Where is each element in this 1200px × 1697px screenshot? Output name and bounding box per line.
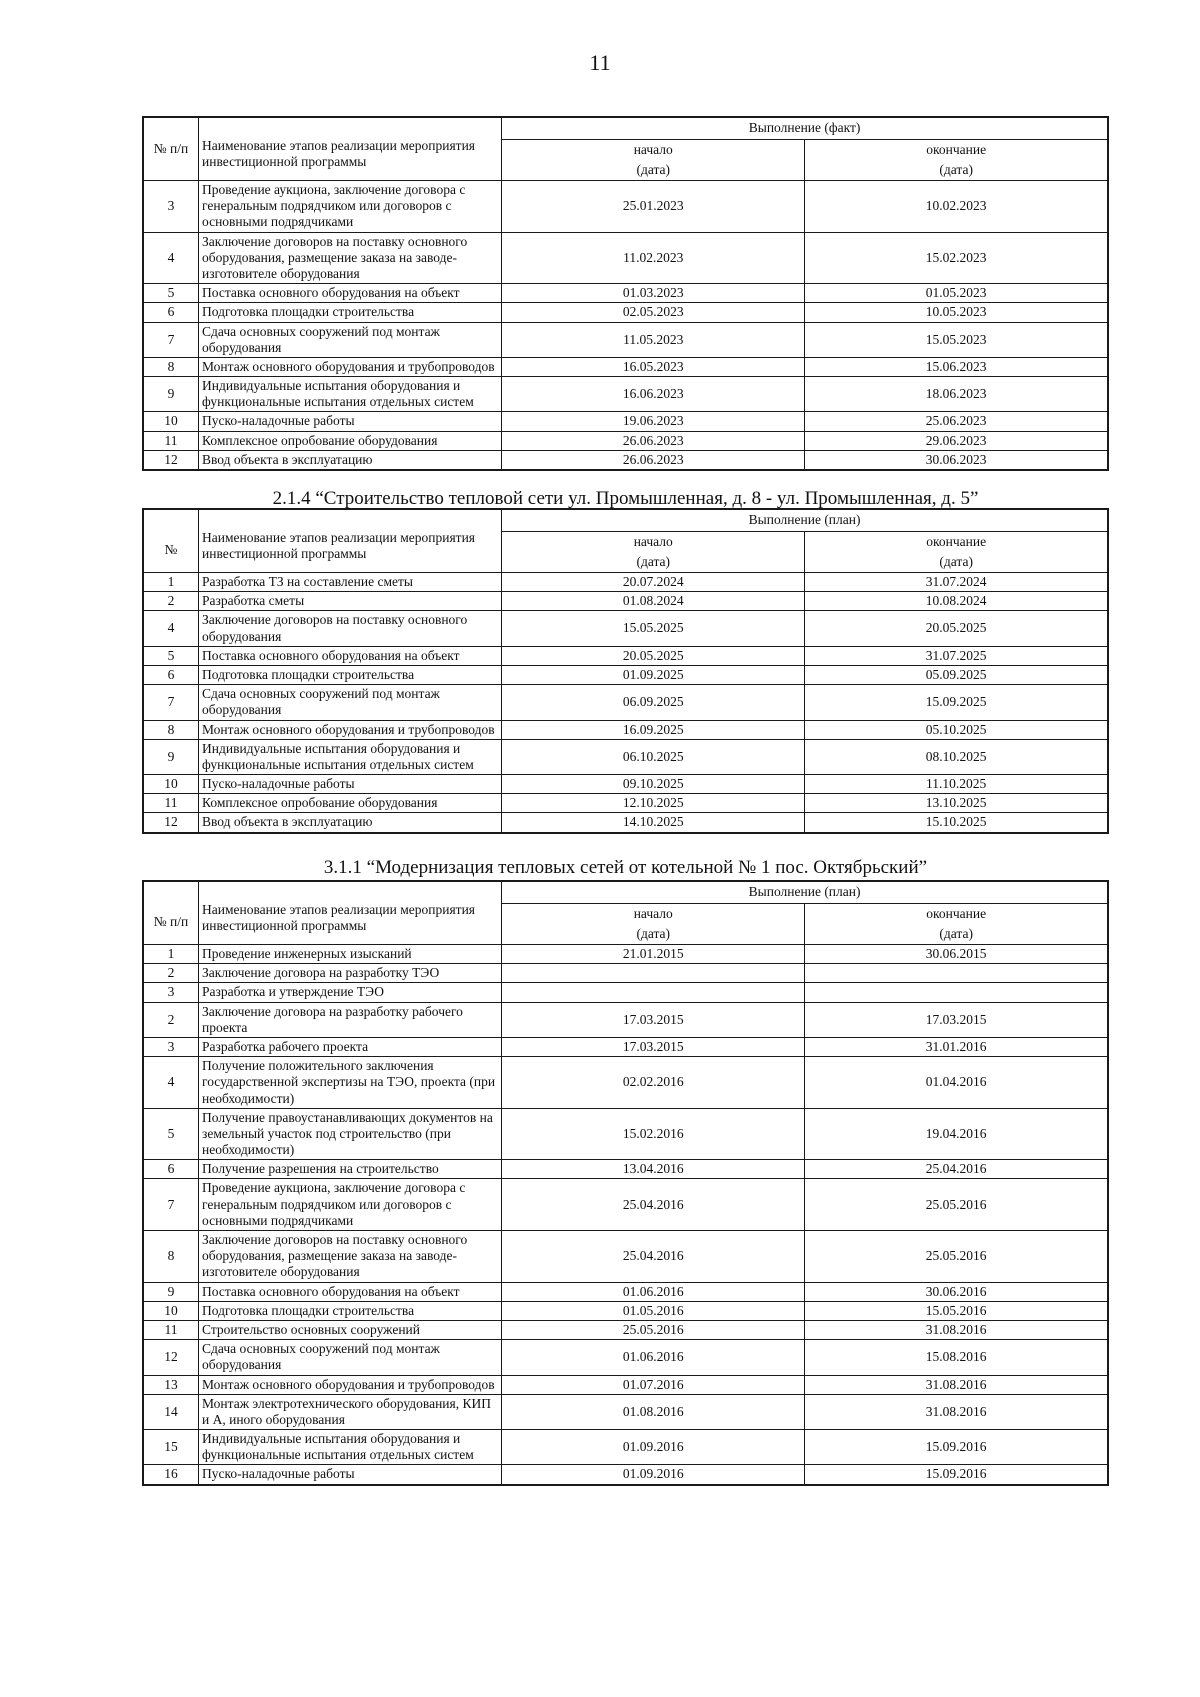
row-end-date: 31.01.2016 xyxy=(805,1037,1108,1056)
row-stage-name: Поставка основного оборудования на объект xyxy=(199,284,502,303)
table-row xyxy=(143,1301,1108,1320)
row-stage-name: Комплексное опробование оборудования xyxy=(199,794,502,813)
table-row xyxy=(143,1375,1108,1394)
row-number: 8 xyxy=(143,720,199,739)
header-plan: Выполнение (план) xyxy=(502,881,1108,904)
table-row xyxy=(143,357,1108,376)
row-number: 4 xyxy=(143,1057,199,1109)
header-end: окончание xyxy=(805,140,1108,161)
row-start-date: 20.07.2024 xyxy=(502,573,805,592)
row-stage-name: Подготовка площадки строительства xyxy=(199,1301,502,1320)
row-number: 6 xyxy=(143,1160,199,1179)
row-stage-name: Получение разрешения на строительство xyxy=(199,1160,502,1179)
row-stage-name: Получение правоустанавливающих документов на земельный участок под строительство (при необходимости) xyxy=(199,1108,502,1160)
header-start-date: (дата) xyxy=(502,552,805,573)
header-end: окончание xyxy=(805,532,1108,553)
row-start-date: 12.10.2025 xyxy=(502,794,805,813)
row-start-date: 25.04.2016 xyxy=(502,1231,805,1283)
row-end-date: 31.08.2016 xyxy=(805,1394,1108,1429)
row-end-date: 15.08.2016 xyxy=(805,1340,1108,1375)
row-number: 11 xyxy=(143,431,199,450)
table-row xyxy=(143,1282,1108,1301)
row-stage-name: Разработка ТЗ на составление сметы xyxy=(199,573,502,592)
row-start-date: 11.02.2023 xyxy=(502,232,805,284)
row-stage-name: Индивидуальные испытания оборудования и функциональные испытания отдельных систем xyxy=(199,739,502,774)
table-row xyxy=(143,813,1108,833)
row-end-date: 10.05.2023 xyxy=(805,303,1108,322)
row-end-date: 31.08.2016 xyxy=(805,1375,1108,1394)
header-start-date: (дата) xyxy=(502,924,805,945)
table-row xyxy=(143,303,1108,322)
table-row xyxy=(143,1160,1108,1179)
row-start-date: 01.07.2016 xyxy=(502,1375,805,1394)
row-start-date: 15.02.2016 xyxy=(502,1108,805,1160)
row-end-date: 31.07.2025 xyxy=(805,646,1108,665)
header-num: № xyxy=(143,509,199,573)
row-start-date: 19.06.2023 xyxy=(502,412,805,431)
row-start-date: 16.05.2023 xyxy=(502,357,805,376)
table-row xyxy=(143,592,1108,611)
row-stage-name: Подготовка площадки строительства xyxy=(199,303,502,322)
row-stage-name: Комплексное опробование оборудования xyxy=(199,431,502,450)
table-row xyxy=(143,983,1108,1002)
row-end-date: 15.09.2016 xyxy=(805,1430,1108,1465)
table-row xyxy=(143,1465,1108,1485)
header-plan: Выполнение (план) xyxy=(502,509,1108,532)
row-number: 10 xyxy=(143,1301,199,1320)
header-num: № п/п xyxy=(143,881,199,945)
row-number: 7 xyxy=(143,322,199,357)
row-number: 16 xyxy=(143,1465,199,1485)
table-row xyxy=(143,646,1108,665)
table-row xyxy=(143,450,1108,470)
row-stage-name: Пуско-наладочные работы xyxy=(199,1465,502,1485)
row-end-date: 25.05.2016 xyxy=(805,1179,1108,1231)
row-stage-name: Заключение договоров на поставку основного оборудования, размещение заказа на заводе-изготовителе оборудования xyxy=(199,232,502,284)
row-start-date: 25.05.2016 xyxy=(502,1320,805,1339)
row-end-date: 01.04.2016 xyxy=(805,1057,1108,1109)
header-end: окончание xyxy=(805,904,1108,925)
row-stage-name: Проведение аукциона, заключение договора с генеральным подрядчиком или договоров с основными подрядчиками xyxy=(199,181,502,233)
row-number: 11 xyxy=(143,794,199,813)
row-stage-name: Ввод объекта в эксплуатацию xyxy=(199,450,502,470)
row-stage-name: Сдача основных сооружений под монтаж оборудования xyxy=(199,685,502,720)
row-end-date: 30.06.2015 xyxy=(805,945,1108,964)
row-number: 3 xyxy=(143,983,199,1002)
row-end-date: 01.05.2023 xyxy=(805,284,1108,303)
row-stage-name: Получение положительного заключения государственной экспертизы на ТЭО, проекта (при необходимости) xyxy=(199,1057,502,1109)
row-number: 5 xyxy=(143,1108,199,1160)
table-row xyxy=(143,611,1108,646)
row-end-date: 17.03.2015 xyxy=(805,1002,1108,1037)
row-number: 10 xyxy=(143,775,199,794)
row-number: 5 xyxy=(143,646,199,665)
row-start-date: 01.06.2016 xyxy=(502,1340,805,1375)
row-end-date: 25.05.2016 xyxy=(805,1231,1108,1283)
header-start: начало xyxy=(502,532,805,553)
row-end-date: 15.09.2025 xyxy=(805,685,1108,720)
row-end-date: 11.10.2025 xyxy=(805,775,1108,794)
schedule-table-fact xyxy=(142,116,1109,471)
row-start-date: 01.05.2016 xyxy=(502,1301,805,1320)
row-start-date: 01.09.2016 xyxy=(502,1430,805,1465)
row-start-date: 01.08.2024 xyxy=(502,592,805,611)
header-start-date: (дата) xyxy=(502,160,805,181)
row-start-date: 06.10.2025 xyxy=(502,739,805,774)
row-stage-name: Строительство основных сооружений xyxy=(199,1320,502,1339)
row-stage-name: Монтаж электротехнического оборудования, КИП и А, иного оборудования xyxy=(199,1394,502,1429)
row-end-date: 18.06.2023 xyxy=(805,377,1108,412)
row-start-date xyxy=(502,983,805,1002)
header-end-date: (дата) xyxy=(805,552,1108,573)
row-number: 7 xyxy=(143,1179,199,1231)
row-end-date: 15.06.2023 xyxy=(805,357,1108,376)
row-start-date: 01.03.2023 xyxy=(502,284,805,303)
row-start-date: 09.10.2025 xyxy=(502,775,805,794)
table-row xyxy=(143,1108,1108,1160)
row-start-date: 01.06.2016 xyxy=(502,1282,805,1301)
table-row xyxy=(143,284,1108,303)
header-end-date: (дата) xyxy=(805,160,1108,181)
row-start-date xyxy=(502,964,805,983)
row-number: 13 xyxy=(143,1375,199,1394)
row-start-date: 17.03.2015 xyxy=(502,1002,805,1037)
row-number: 12 xyxy=(143,1340,199,1375)
row-start-date: 26.06.2023 xyxy=(502,431,805,450)
row-start-date: 16.06.2023 xyxy=(502,377,805,412)
row-stage-name: Заключение договора на разработку ТЭО xyxy=(199,964,502,983)
table-row xyxy=(143,573,1108,592)
row-end-date: 15.10.2025 xyxy=(805,813,1108,833)
row-number: 1 xyxy=(143,573,199,592)
row-stage-name: Поставка основного оборудования на объект xyxy=(199,1282,502,1301)
page-number: 11 xyxy=(589,50,611,75)
row-start-date: 01.09.2016 xyxy=(502,1465,805,1485)
row-stage-name: Проведение аукциона, заключение договора с генеральным подрядчиком или договоров с основными подрядчиками xyxy=(199,1179,502,1231)
table-row xyxy=(143,322,1108,357)
row-stage-name: Сдача основных сооружений под монтаж оборудования xyxy=(199,322,502,357)
row-stage-name: Проведение инженерных изысканий xyxy=(199,945,502,964)
row-start-date: 11.05.2023 xyxy=(502,322,805,357)
table-row xyxy=(143,685,1108,720)
row-end-date: 15.05.2023 xyxy=(805,322,1108,357)
row-number: 2 xyxy=(143,592,199,611)
row-stage-name: Заключение договоров на поставку основного оборудования, размещение заказа на заводе-изготовителе оборудования xyxy=(199,1231,502,1283)
table-row xyxy=(143,794,1108,813)
row-number: 5 xyxy=(143,284,199,303)
header-start: начало xyxy=(502,140,805,161)
row-number: 15 xyxy=(143,1430,199,1465)
row-stage-name: Монтаж основного оборудования и трубопроводов xyxy=(199,720,502,739)
row-start-date: 25.01.2023 xyxy=(502,181,805,233)
row-number: 12 xyxy=(143,813,199,833)
row-end-date: 15.05.2016 xyxy=(805,1301,1108,1320)
row-end-date: 15.09.2016 xyxy=(805,1465,1108,1485)
row-number: 6 xyxy=(143,303,199,322)
row-number: 8 xyxy=(143,1231,199,1283)
row-number: 14 xyxy=(143,1394,199,1429)
row-stage-name: Разработка и утверждение ТЭО xyxy=(199,983,502,1002)
row-end-date: 13.10.2025 xyxy=(805,794,1108,813)
row-number: 1 xyxy=(143,945,199,964)
header-start: начало xyxy=(502,904,805,925)
row-end-date xyxy=(805,964,1108,983)
row-number: 9 xyxy=(143,739,199,774)
table-row xyxy=(143,1394,1108,1429)
row-start-date: 01.09.2025 xyxy=(502,665,805,684)
table-row xyxy=(143,1320,1108,1339)
row-end-date: 29.06.2023 xyxy=(805,431,1108,450)
row-start-date: 26.06.2023 xyxy=(502,450,805,470)
row-number: 11 xyxy=(143,1320,199,1339)
table-row xyxy=(143,431,1108,450)
row-end-date: 10.02.2023 xyxy=(805,181,1108,233)
row-start-date: 02.05.2023 xyxy=(502,303,805,322)
schedule-table-3-1-1 xyxy=(142,880,1109,1486)
table-row xyxy=(143,775,1108,794)
row-stage-name: Пуско-наладочные работы xyxy=(199,412,502,431)
row-end-date: 20.05.2025 xyxy=(805,611,1108,646)
row-start-date: 15.05.2025 xyxy=(502,611,805,646)
row-number: 6 xyxy=(143,665,199,684)
row-end-date: 25.06.2023 xyxy=(805,412,1108,431)
table-row xyxy=(143,412,1108,431)
row-start-date: 21.01.2015 xyxy=(502,945,805,964)
table-row xyxy=(143,181,1108,233)
row-stage-name: Подготовка площадки строительства xyxy=(199,665,502,684)
row-start-date: 06.09.2025 xyxy=(502,685,805,720)
row-end-date xyxy=(805,983,1108,1002)
header-name: Наименование этапов реализации мероприятия инвестиционной программы xyxy=(199,881,502,945)
row-end-date: 31.07.2024 xyxy=(805,573,1108,592)
row-start-date: 01.08.2016 xyxy=(502,1394,805,1429)
table-row xyxy=(143,739,1108,774)
row-end-date: 05.10.2025 xyxy=(805,720,1108,739)
row-end-date: 05.09.2025 xyxy=(805,665,1108,684)
table-row xyxy=(143,232,1108,284)
row-start-date: 02.02.2016 xyxy=(502,1057,805,1109)
row-stage-name: Поставка основного оборудования на объект xyxy=(199,646,502,665)
row-number: 4 xyxy=(143,232,199,284)
row-stage-name: Разработка рабочего проекта xyxy=(199,1037,502,1056)
table-row xyxy=(143,377,1108,412)
row-stage-name: Заключение договора на разработку рабочего проекта xyxy=(199,1002,502,1037)
row-end-date: 10.08.2024 xyxy=(805,592,1108,611)
table-row xyxy=(143,1179,1108,1231)
row-number: 12 xyxy=(143,450,199,470)
row-stage-name: Монтаж основного оборудования и трубопроводов xyxy=(199,357,502,376)
header-num: № п/п xyxy=(143,117,199,181)
row-stage-name: Пуско-наладочные работы xyxy=(199,775,502,794)
row-number: 9 xyxy=(143,377,199,412)
schedule-table-2-1-4 xyxy=(142,508,1109,834)
table-row xyxy=(143,665,1108,684)
row-number: 7 xyxy=(143,685,199,720)
table-row xyxy=(143,964,1108,983)
row-start-date: 25.04.2016 xyxy=(502,1179,805,1231)
table-row xyxy=(143,1037,1108,1056)
header-end-date: (дата) xyxy=(805,924,1108,945)
row-end-date: 30.06.2016 xyxy=(805,1282,1108,1301)
row-number: 4 xyxy=(143,611,199,646)
row-number: 10 xyxy=(143,412,199,431)
row-stage-name: Ввод объекта в эксплуатацию xyxy=(199,813,502,833)
row-end-date: 25.04.2016 xyxy=(805,1160,1108,1179)
row-start-date: 14.10.2025 xyxy=(502,813,805,833)
row-number: 2 xyxy=(143,964,199,983)
row-end-date: 08.10.2025 xyxy=(805,739,1108,774)
row-stage-name: Индивидуальные испытания оборудования и функциональные испытания отдельных систем xyxy=(199,1430,502,1465)
table-row xyxy=(143,1340,1108,1375)
table-row xyxy=(143,1002,1108,1037)
row-number: 8 xyxy=(143,357,199,376)
row-start-date: 13.04.2016 xyxy=(502,1160,805,1179)
row-start-date: 17.03.2015 xyxy=(502,1037,805,1056)
header-name: Наименование этапов реализации мероприятия инвестиционной программы xyxy=(199,117,502,181)
row-start-date: 16.09.2025 xyxy=(502,720,805,739)
row-start-date: 20.05.2025 xyxy=(502,646,805,665)
row-end-date: 15.02.2023 xyxy=(805,232,1108,284)
row-number: 3 xyxy=(143,1037,199,1056)
header-fact: Выполнение (факт) xyxy=(502,117,1108,140)
row-stage-name: Сдача основных сооружений под монтаж оборудования xyxy=(199,1340,502,1375)
table-row xyxy=(143,1231,1108,1283)
header-name: Наименование этапов реализации мероприятия инвестиционной программы xyxy=(199,509,502,573)
table-row xyxy=(143,720,1108,739)
table-row xyxy=(143,1057,1108,1109)
row-end-date: 19.04.2016 xyxy=(805,1108,1108,1160)
section-title-2-1-4: 2.1.4 “Строительство тепловой сети ул. Промышленная, д. 8 - ул. Промышленная, д. 5” xyxy=(272,488,979,509)
row-number: 9 xyxy=(143,1282,199,1301)
row-number: 3 xyxy=(143,181,199,233)
row-stage-name: Заключение договоров на поставку основного оборудования xyxy=(199,611,502,646)
row-stage-name: Индивидуальные испытания оборудования и функциональные испытания отдельных систем xyxy=(199,377,502,412)
row-stage-name: Разработка сметы xyxy=(199,592,502,611)
table-row xyxy=(143,1430,1108,1465)
row-end-date: 30.06.2023 xyxy=(805,450,1108,470)
section-title-3-1-1: 3.1.1 “Модернизация тепловых сетей от котельной № 1 пос. Октябрьский” xyxy=(323,857,928,878)
row-end-date: 31.08.2016 xyxy=(805,1320,1108,1339)
table-row xyxy=(143,945,1108,964)
row-stage-name: Монтаж основного оборудования и трубопроводов xyxy=(199,1375,502,1394)
row-number: 2 xyxy=(143,1002,199,1037)
